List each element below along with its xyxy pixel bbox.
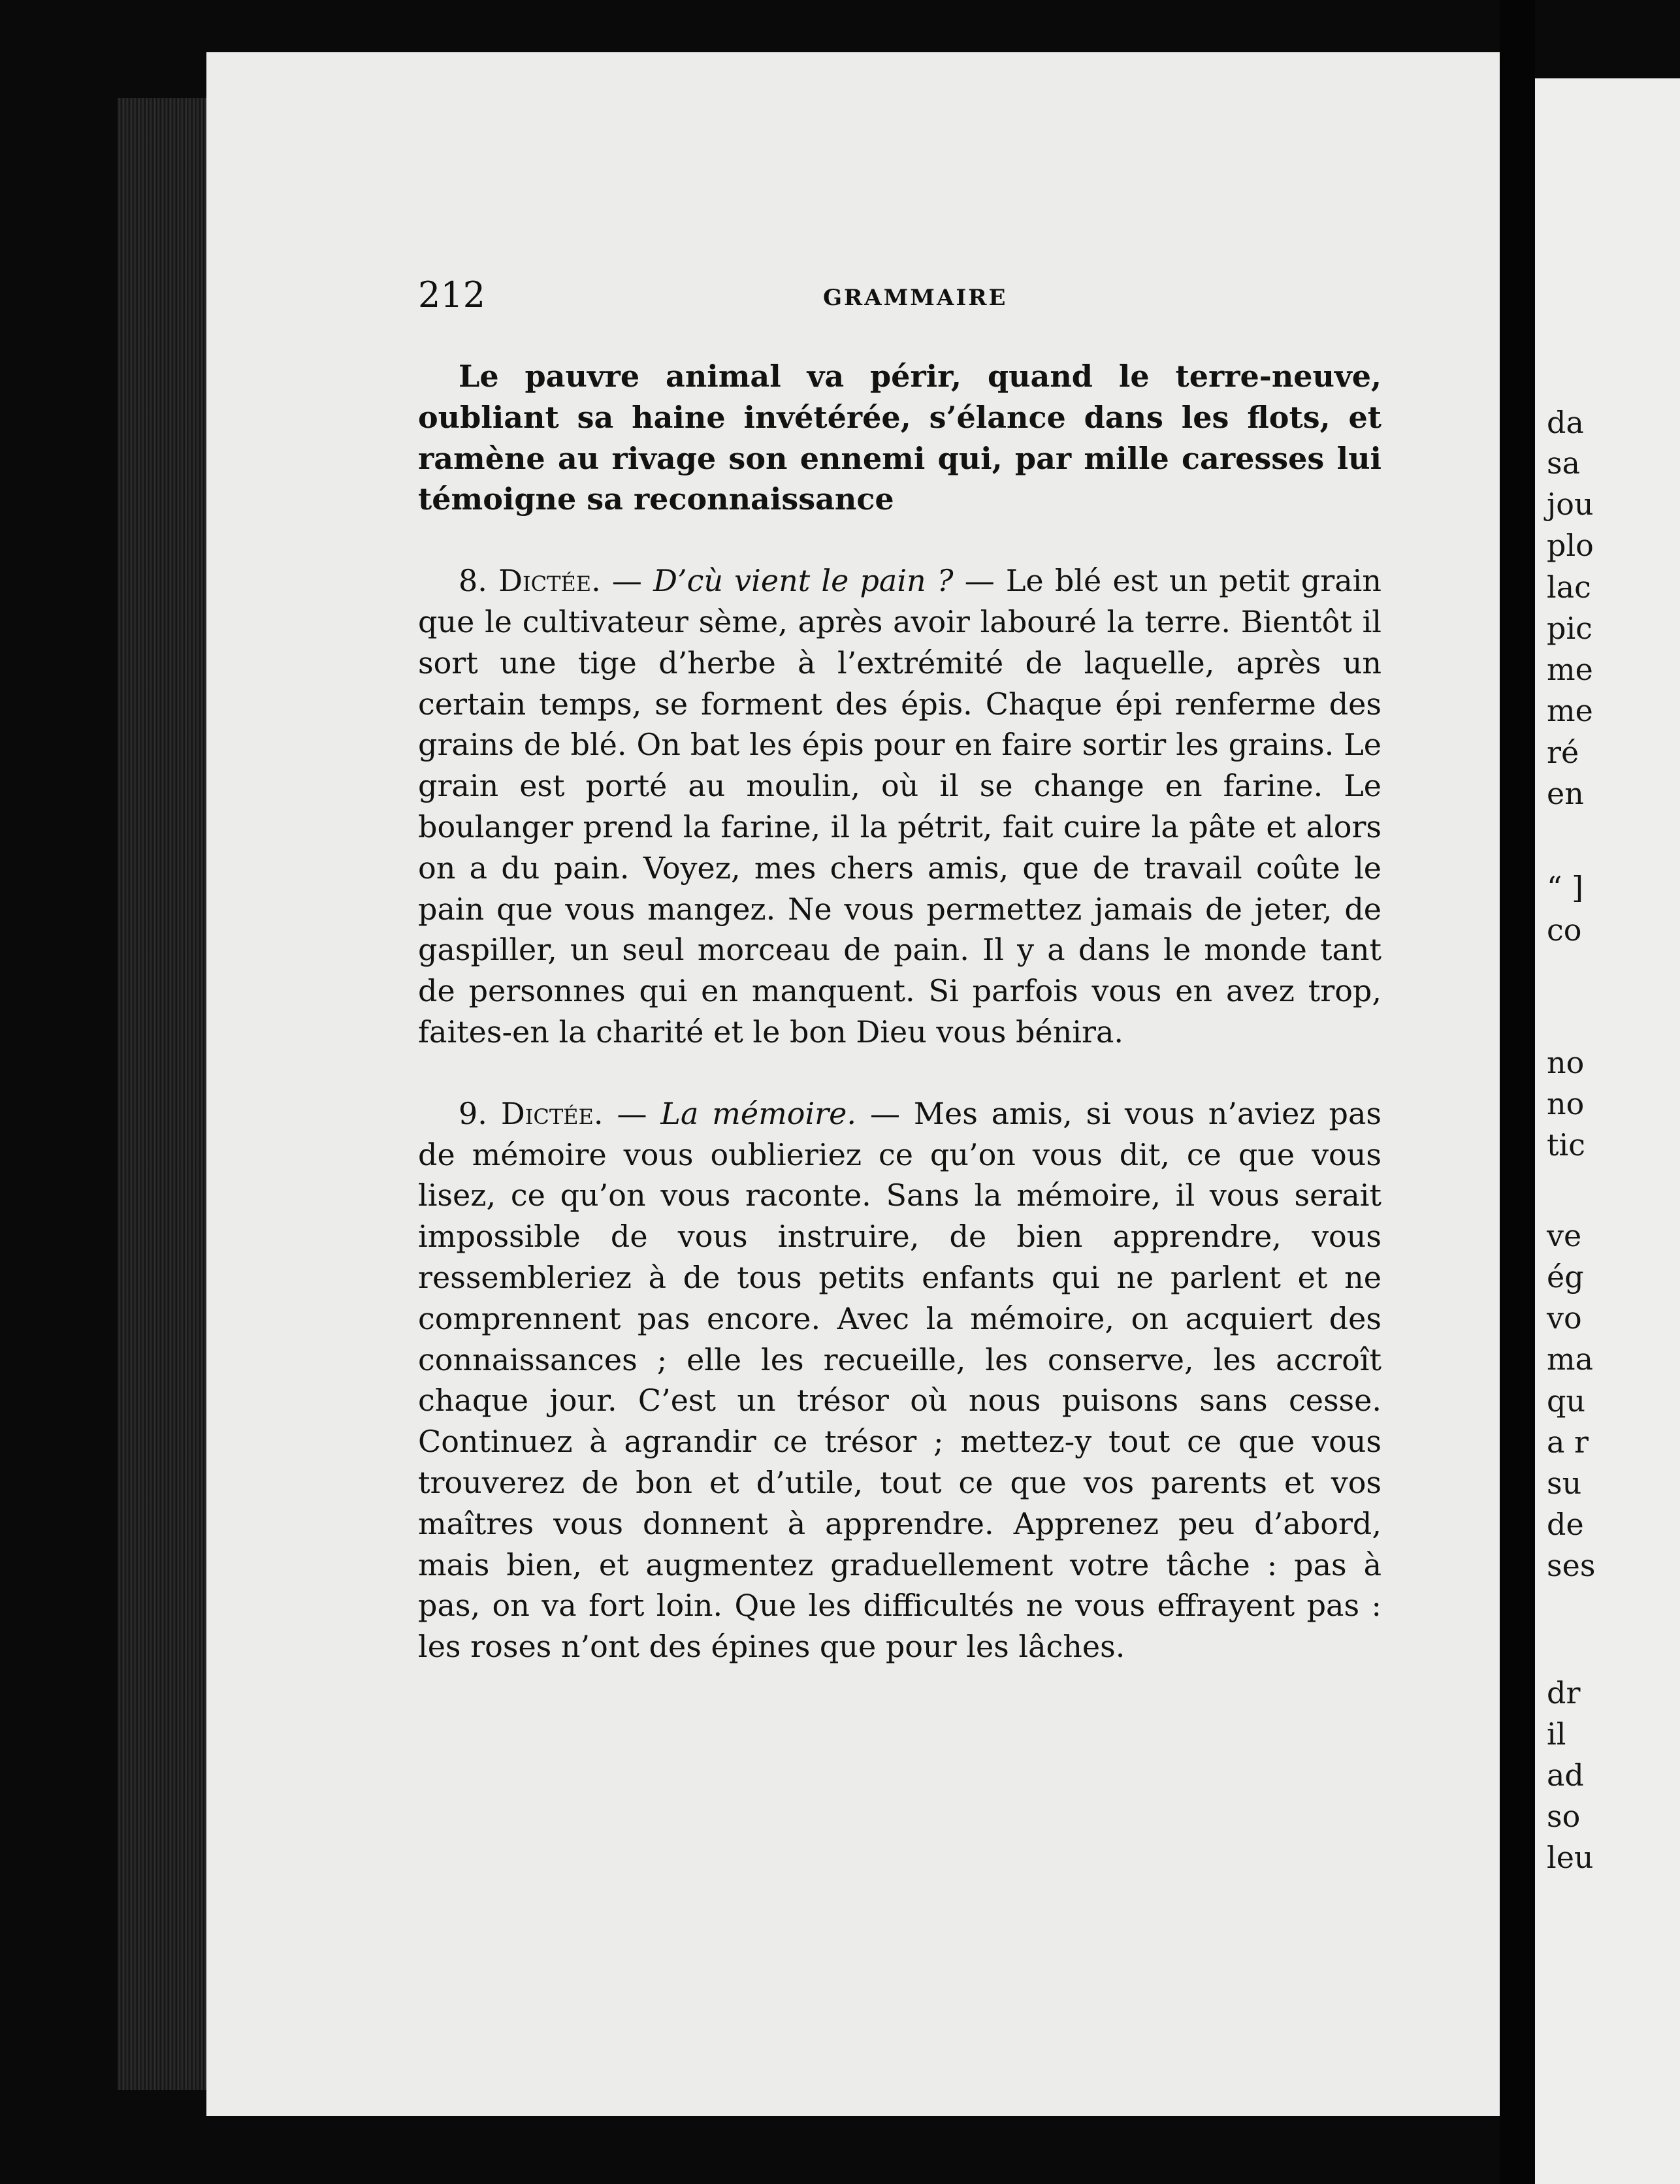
next-page-line-fragment: sa	[1547, 445, 1581, 481]
book-fore-edge	[118, 98, 209, 2090]
next-page-line-fragment: a r	[1547, 1424, 1589, 1460]
next-page-line-fragment: me	[1547, 652, 1593, 687]
next-page-line-fragment: me	[1547, 693, 1593, 728]
next-page-line-fragment: ve	[1547, 1218, 1582, 1253]
next-page-line-fragment: ma	[1547, 1341, 1594, 1377]
next-page-line-fragment: no	[1547, 1045, 1585, 1080]
dictee-9-label: Dictée.	[500, 1095, 604, 1131]
next-page-line-fragment: ég	[1547, 1259, 1584, 1294]
dictee-8-title: D’cù vient le pain ?	[653, 563, 954, 599]
dictee-9-text: Mes amis, si vous n’aviez pas de mémoire vous oublieriez ce qu’on vous dit, ce que vous lisez, ce qu’on vous raconte. Sans la mémoire, il vous serait impossible de vous instruire, de bien apprendre, vous ressembleriez à de tous petits enfants qui ne parlent et ne comprennent pas encore. Avec la mémoire, on acquiert des connaissances ; elle les recueille, les conserve, les accroît chaque jour. C’est un trésor où nous puisons sans cesse. Continuez à agrandir ce trésor ; mettez-y tout ce que vous trouverez de bon et d’utile, tout ce que vos parents et vos maîtres vous donnent à apprendre. Apprenez peu d’abord, mais bien, et augmentez graduellement votre tâche : pas à pas, on va fort loin. Que les difficultés ne vous effrayent pas : les roses n’ont des épines que pour les lâches.	[418, 1095, 1382, 1665]
dictee-9-paragraph	[418, 1093, 1381, 1667]
next-page-line-fragment: su	[1547, 1466, 1582, 1501]
right-page-fragment	[1535, 78, 1680, 2184]
next-page-line-fragment: il	[1547, 1716, 1566, 1752]
page-header	[418, 274, 1398, 327]
dictee-8-paragraph	[418, 560, 1381, 1053]
next-page-line-fragment: tic	[1547, 1127, 1585, 1163]
running-head: GRAMMAIRE	[823, 285, 1008, 311]
page-body	[418, 356, 1381, 1667]
dictee-9-dash-2: —	[856, 1095, 914, 1131]
next-page-line-fragment: lac	[1547, 570, 1591, 605]
intro-paragraph: Le pauvre animal va périr, quand le terre-neuve, oubliant sa haine invétérée, s’élance dans les flots, et ramène au rivage son ennemi qui, par mille caresses lui témoigne sa reconnaissance	[418, 359, 1381, 517]
next-page-line-fragment: ré	[1547, 735, 1579, 770]
next-page-line-fragment: ses	[1547, 1548, 1596, 1583]
next-page-line-fragment: da	[1547, 405, 1584, 440]
dictee-9-number: 9.	[459, 1095, 487, 1131]
dictee-9-dash: —	[603, 1095, 661, 1131]
next-page-line-fragment: jou	[1547, 487, 1594, 522]
next-page-line-fragment: no	[1547, 1086, 1585, 1121]
next-page-line-fragment: co	[1547, 912, 1582, 948]
next-page-line-fragment: en	[1547, 776, 1584, 811]
dictee-8-label: Dictée.	[498, 563, 601, 599]
page-gutter	[1500, 0, 1535, 2184]
dictee-8-number: 8.	[459, 563, 487, 599]
next-page-line-fragment: ad	[1547, 1758, 1584, 1793]
next-page-line-fragment: qu	[1547, 1383, 1586, 1419]
next-page-line-fragment: vo	[1547, 1300, 1582, 1336]
dictee-8-dash: —	[600, 563, 654, 599]
next-page-line-fragment: pic	[1547, 611, 1592, 646]
next-page-line-fragment: “ ]	[1547, 870, 1584, 905]
next-page-line-fragment: plo	[1547, 528, 1594, 563]
page-number: 212	[418, 274, 486, 315]
next-page-line-fragment: leu	[1547, 1840, 1594, 1875]
dictee-9-title: La mémoire.	[660, 1095, 857, 1131]
next-page-line-fragment: dr	[1547, 1675, 1581, 1710]
dictee-8-text: Le blé est un petit grain que le cultivateur sème, après avoir labouré la terre. Bientôt il sort une tige d’herbe à l’extrémité de laquelle, après un certain temps, se forment des épis. Chaque épi renferme des grains de blé. On bat les épis pour en faire sortir les grains. Le grain est porté au moulin, où il se change en farine. Le boulanger prend la farine, il la pétrit, fait cuire la pâte et alors on a du pain. Voyez, mes chers amis, que de travail coûte le pain que vous mangez. Ne vous permettez jamais de jeter, de gaspiller, un seul morceau de pain. Il y a dans le monde tant de personnes qui en manquent. Si parfois vous en avez trop, faites-en la charité et le bon Dieu vous bénira.	[418, 563, 1381, 1050]
next-page-line-fragment: de	[1547, 1507, 1584, 1542]
dictee-8-dash-2: —	[953, 563, 1006, 599]
next-page-line-fragment: so	[1547, 1799, 1581, 1834]
